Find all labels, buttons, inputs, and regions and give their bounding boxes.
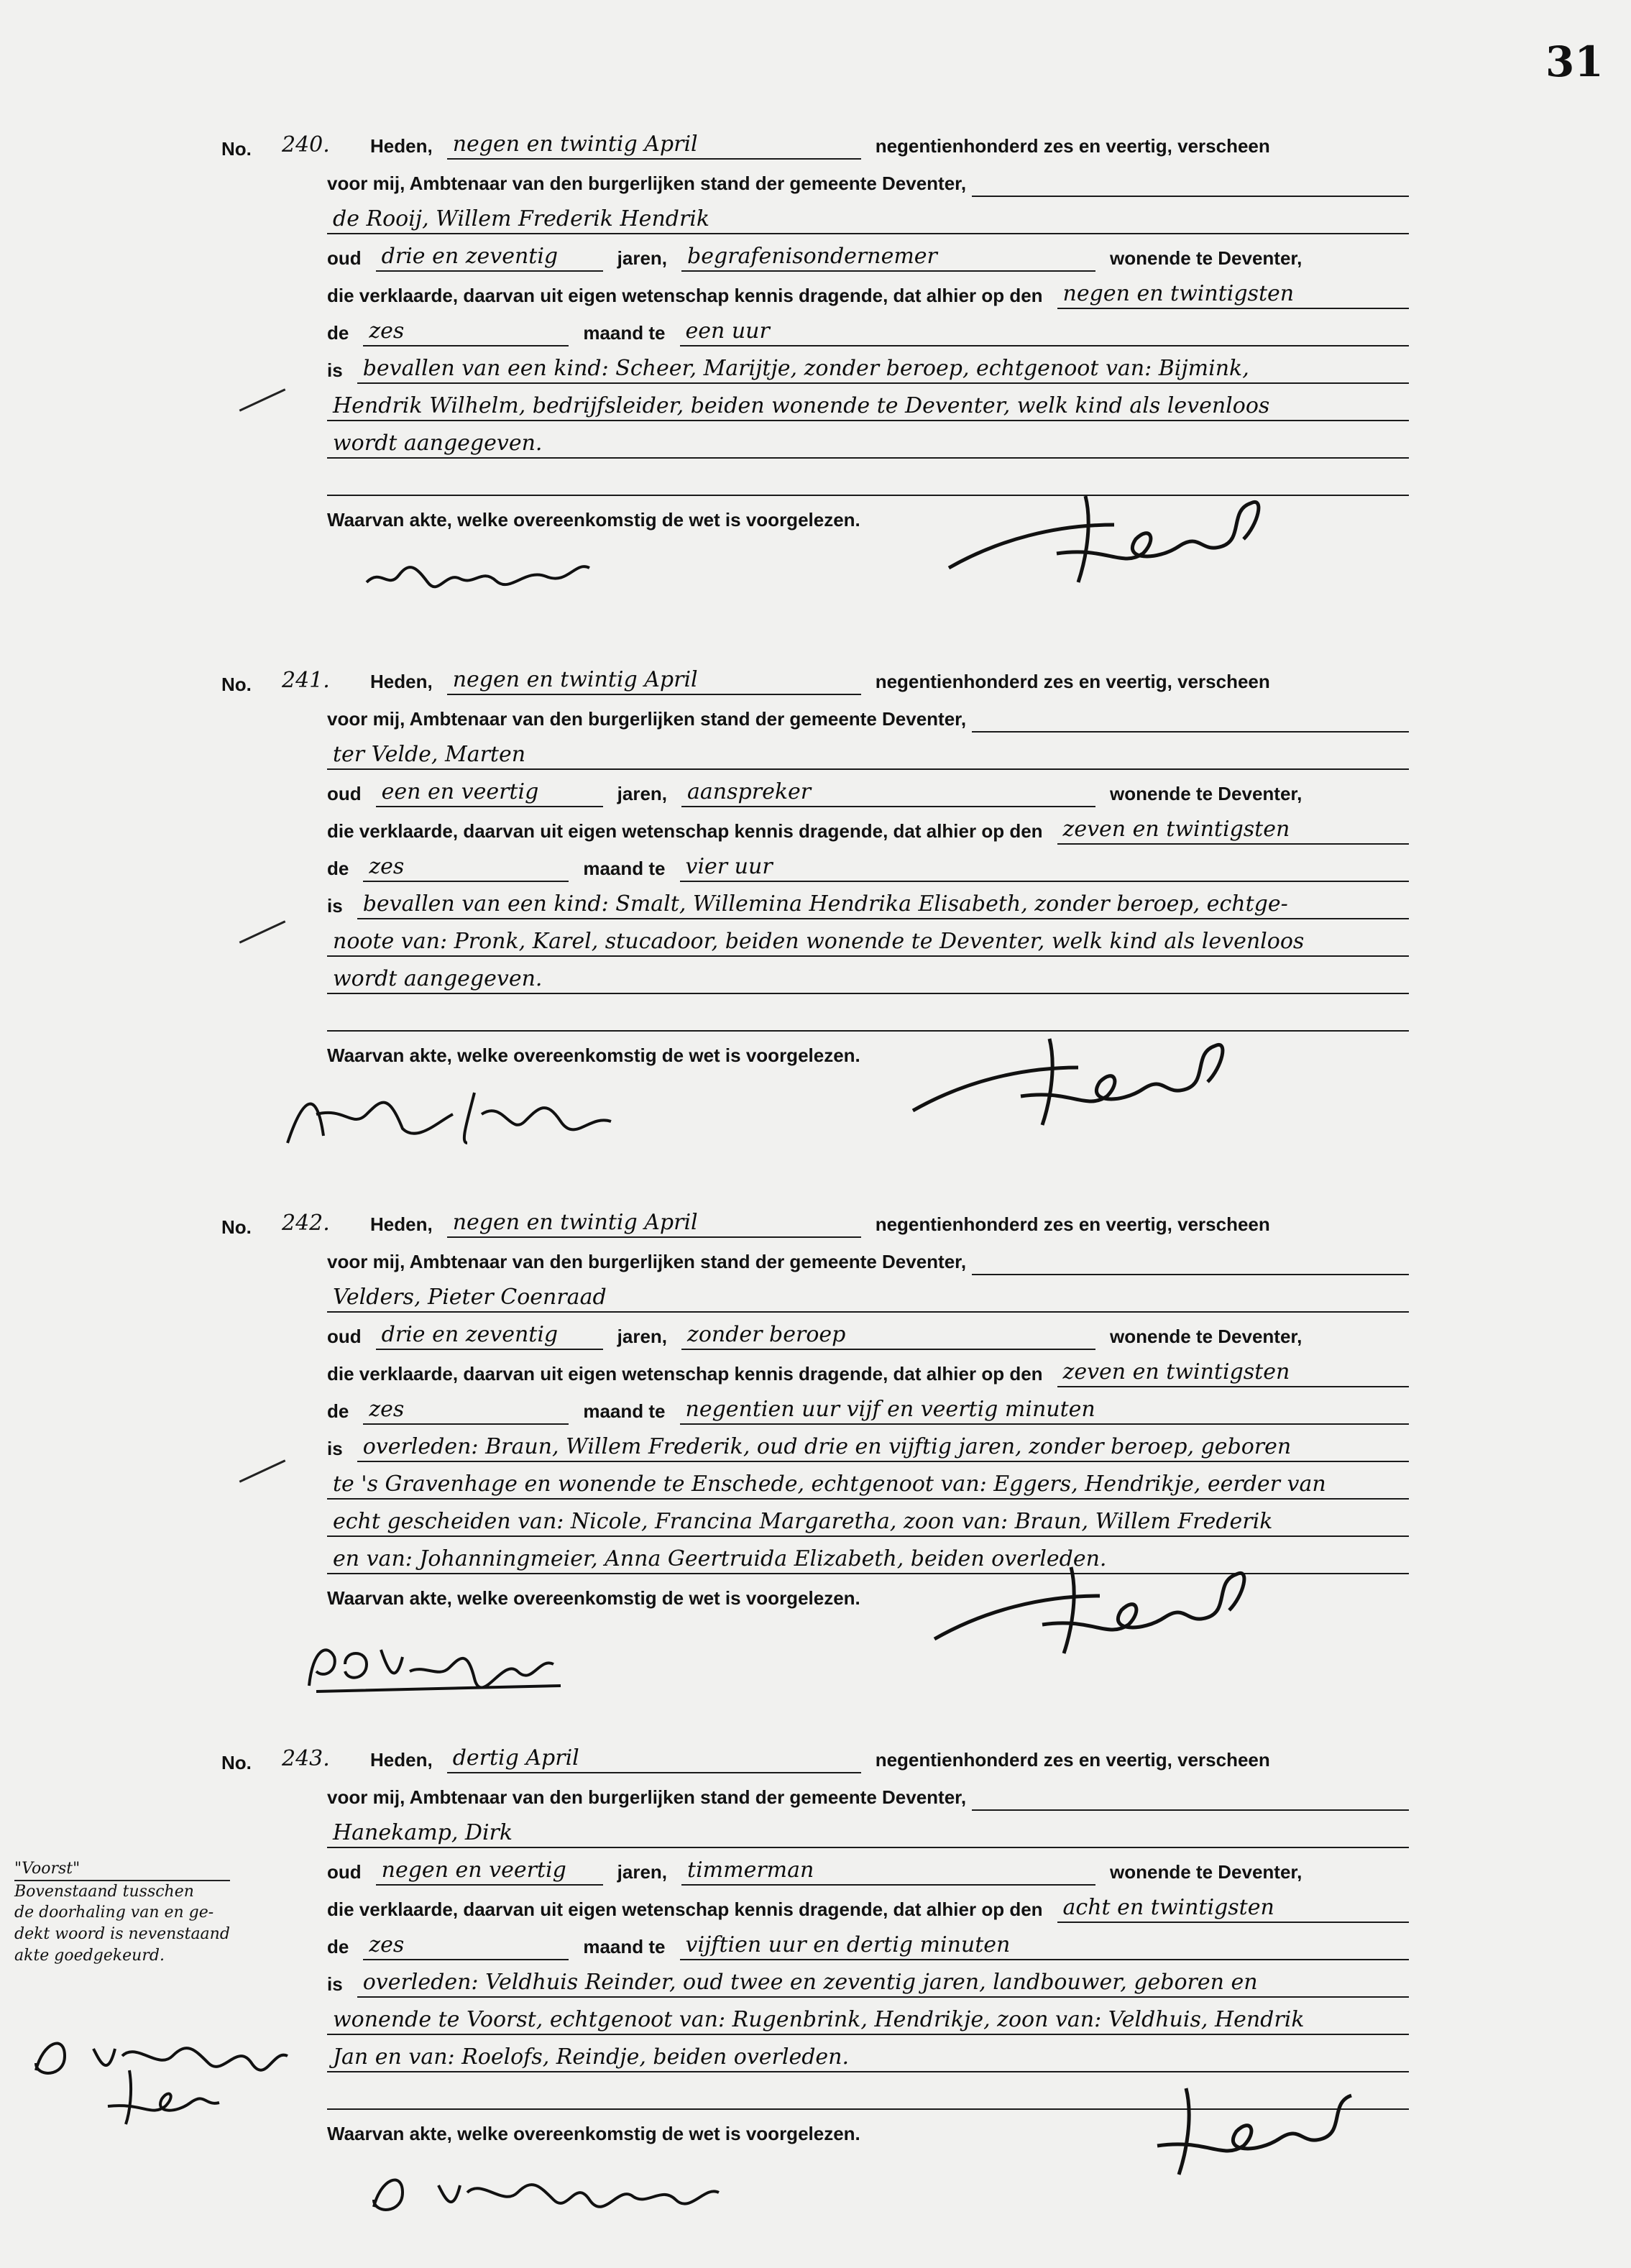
record-no-value: 243. xyxy=(282,1746,330,1771)
maand-label: maand te xyxy=(583,858,666,879)
is-label: is xyxy=(327,895,343,917)
record-241 xyxy=(0,658,1631,1190)
heden-label: Heden, xyxy=(370,671,433,692)
waarvan-label: Waarvan akte, welke overeenkomstig de wet is voorgelezen. xyxy=(327,2123,860,2144)
jaren-label: jaren, xyxy=(617,247,668,269)
de-label: de xyxy=(327,858,349,879)
event-text-line-3: wordt aangegeven. xyxy=(327,433,1409,459)
wonende-label: wonende te Deventer, xyxy=(1110,1326,1302,1347)
ambtenaar-label: voor mij, Ambtenaar van den burgerlijken stand der gemeente Deventer, xyxy=(327,1251,967,1272)
record-243 xyxy=(0,1736,1631,2268)
declarant-occupation: timmerman xyxy=(681,1860,1095,1886)
declarant-name: Hanekamp, Dirk xyxy=(327,1822,1409,1848)
declarant-signature xyxy=(295,1628,568,1700)
event-text-line-3: echt gescheiden van: Nicole, Francina Margaretha, zoon van: Braun, Willem Frederik xyxy=(327,1511,1409,1537)
record-no-value: 240. xyxy=(282,132,330,157)
jaren-label: jaren, xyxy=(617,783,668,804)
verklaarde-label: die verklaarde, daarvan uit eigen wetenschap kennis dragende, dat alhier op den xyxy=(327,1363,1043,1385)
record-242 xyxy=(0,1200,1631,1732)
de-label: de xyxy=(327,1936,349,1957)
event-text-line-1: bevallen van een kind: Smalt, Willemina Hendrika Elisabeth, zonder beroep, echtge- xyxy=(357,894,1409,919)
heden-label: Heden, xyxy=(370,135,433,157)
official-signature xyxy=(906,1024,1244,1132)
event-month: zes xyxy=(363,321,569,346)
declarant-name: ter Velde, Marten xyxy=(327,744,1409,770)
verscheen-label: negentienhonderd zes en veertig, verscheen xyxy=(875,1213,1270,1235)
oud-label: oud xyxy=(327,1861,362,1883)
record-date: negen en twintig April xyxy=(447,669,861,695)
margin-tick xyxy=(239,388,286,411)
event-text-line-2: noote van: Pronk, Karel, stucadoor, beiden wonende te Deventer, welk kind als levenloos xyxy=(327,931,1409,957)
verklaarde-label: die verklaarde, daarvan uit eigen wetenschap kennis dragende, dat alhier op den xyxy=(327,1899,1043,1920)
oud-label: oud xyxy=(327,247,362,269)
ambtenaar-label: voor mij, Ambtenaar van den burgerlijken stand der gemeente Deventer, xyxy=(327,708,967,730)
maand-label: maand te xyxy=(583,1400,666,1422)
event-text-line-3: wordt aangegeven. xyxy=(327,968,1409,994)
oud-label: oud xyxy=(327,1326,362,1347)
event-day: zeven en twintigsten xyxy=(1057,819,1409,845)
event-day: negen en twintigsten xyxy=(1057,283,1409,309)
record-date: negen en twintig April xyxy=(447,1212,861,1238)
verklaarde-label: die verklaarde, daarvan uit eigen wetenschap kennis dragende, dat alhier op den xyxy=(327,820,1043,842)
declarant-age: negen en veertig xyxy=(376,1860,603,1886)
verscheen-label: negentienhonderd zes en veertig, verscheen xyxy=(875,671,1270,692)
declarant-signature xyxy=(359,2157,733,2221)
record-240 xyxy=(0,122,1631,654)
event-day: acht en twintigsten xyxy=(1057,1897,1409,1923)
event-text-line-3: Jan en van: Roelofs, Reindje, beiden overleden. xyxy=(327,2047,1409,2072)
event-text-line-2: Hendrik Wilhelm, bedrijfsleider, beiden wonende te Deventer, welk kind als levenloos xyxy=(327,395,1409,421)
jaren-label: jaren, xyxy=(617,1861,668,1883)
event-month: zes xyxy=(363,1934,569,1960)
event-time: negentien uur vijf en veertig minuten xyxy=(680,1399,1410,1425)
margin-tick xyxy=(239,1459,286,1482)
heden-label: Heden, xyxy=(370,1749,433,1771)
de-label: de xyxy=(327,1400,349,1422)
record-date: dertig April xyxy=(447,1748,861,1773)
record-date: negen en twintig April xyxy=(447,134,861,160)
declarant-name: de Rooij, Willem Frederik Hendrik xyxy=(327,208,1409,234)
verscheen-label: negentienhonderd zes en veertig, verscheen xyxy=(875,1749,1270,1771)
event-time: vier uur xyxy=(680,856,1410,882)
wonende-label: wonende te Deventer, xyxy=(1110,783,1302,804)
waarvan-label: Waarvan akte, welke overeenkomstig de wet is voorgelezen. xyxy=(327,509,860,531)
ambtenaar-label: voor mij, Ambtenaar van den burgerlijken stand der gemeente Deventer, xyxy=(327,1786,967,1808)
wonende-label: wonende te Deventer, xyxy=(1110,247,1302,269)
official-signature xyxy=(942,482,1279,589)
record-no-label: No. xyxy=(221,138,252,160)
verklaarde-label: die verklaarde, daarvan uit eigen wetenschap kennis dragende, dat alhier op den xyxy=(327,285,1043,306)
declarant-signature xyxy=(359,539,597,604)
jaren-label: jaren, xyxy=(617,1326,668,1347)
event-text-line-1: bevallen van een kind: Scheer, Marijtje, zonder beroep, echtgenoot van: Bijmink, xyxy=(357,358,1409,384)
event-text-line-4: en van: Johanningmeier, Anna Geertruida Elizabeth, beiden overleden. xyxy=(327,1548,1409,1574)
official-signature xyxy=(927,1553,1265,1661)
waarvan-label: Waarvan akte, welke overeenkomstig de wet is voorgelezen. xyxy=(327,1045,860,1066)
event-time: vijftien uur en dertig minuten xyxy=(680,1934,1410,1960)
declarant-occupation: begrafenisondernemer xyxy=(681,246,1095,272)
record-no-value: 241. xyxy=(282,668,330,693)
is-label: is xyxy=(327,1973,343,1995)
record-no-label: No. xyxy=(221,1216,252,1238)
event-month: zes xyxy=(363,856,569,882)
declarant-occupation: zonder beroep xyxy=(681,1324,1095,1350)
declarant-name: Velders, Pieter Coenraad xyxy=(327,1287,1409,1313)
maand-label: maand te xyxy=(583,322,666,344)
event-text-line-2: te 's Gravenhage en wonende te Enschede, echtgenoot van: Eggers, Hendrikje, eerder van xyxy=(327,1474,1409,1500)
event-day: zeven en twintigsten xyxy=(1057,1362,1409,1387)
marginal-note-line: Bovenstaand tusschen xyxy=(14,1882,194,1901)
heden-label: Heden, xyxy=(370,1213,433,1235)
event-time: een uur xyxy=(680,321,1410,346)
event-text-line-2: wonende te Voorst, echtgenoot van: Rugenbrink, Hendrikje, zoon van: Veldhuis, Hendrik xyxy=(327,2009,1409,2035)
de-label: de xyxy=(327,322,349,344)
marginal-note-line: akte goedgekeurd. xyxy=(14,1946,165,1965)
record-no-value: 242. xyxy=(282,1211,330,1236)
marginal-note-line: de doorhaling van en ge- xyxy=(14,1904,214,1922)
event-text-line-1: overleden: Braun, Willem Frederik, oud drie en vijftig jaren, zonder beroep, geboren xyxy=(357,1436,1409,1462)
marginal-official-signature xyxy=(93,2063,237,2128)
marginal-note-title: "Voorst" xyxy=(14,1858,230,1881)
marginal-note xyxy=(14,1858,252,1966)
official-signature xyxy=(1100,2074,1359,2182)
oud-label: oud xyxy=(327,783,362,804)
declarant-occupation: aanspreker xyxy=(681,781,1095,807)
event-month: zes xyxy=(363,1399,569,1425)
waarvan-label: Waarvan akte, welke overeenkomstig de wet is voorgelezen. xyxy=(327,1587,860,1609)
declarant-age: drie en zeventig xyxy=(376,1324,603,1350)
record-no-label: No. xyxy=(221,1752,252,1773)
maand-label: maand te xyxy=(583,1936,666,1957)
record-no-label: No. xyxy=(221,674,252,695)
declarant-age: een en veertig xyxy=(376,781,603,807)
declarant-age: drie en zeventig xyxy=(376,246,603,272)
is-label: is xyxy=(327,359,343,381)
page-number: 31 xyxy=(1545,37,1604,86)
marginal-note-line: dekt woord is nevenstaand xyxy=(14,1925,230,1944)
ambtenaar-label: voor mij, Ambtenaar van den burgerlijken stand der gemeente Deventer, xyxy=(327,173,967,194)
verscheen-label: negentienhonderd zes en veertig, verscheen xyxy=(875,135,1270,157)
event-text-line-1: overleden: Veldhuis Reinder, oud twee en zeventig jaren, landbouwer, geboren en xyxy=(357,1972,1409,1998)
declarant-signature xyxy=(273,1071,633,1157)
wonende-label: wonende te Deventer, xyxy=(1110,1861,1302,1883)
margin-tick xyxy=(239,920,286,943)
is-label: is xyxy=(327,1438,343,1459)
